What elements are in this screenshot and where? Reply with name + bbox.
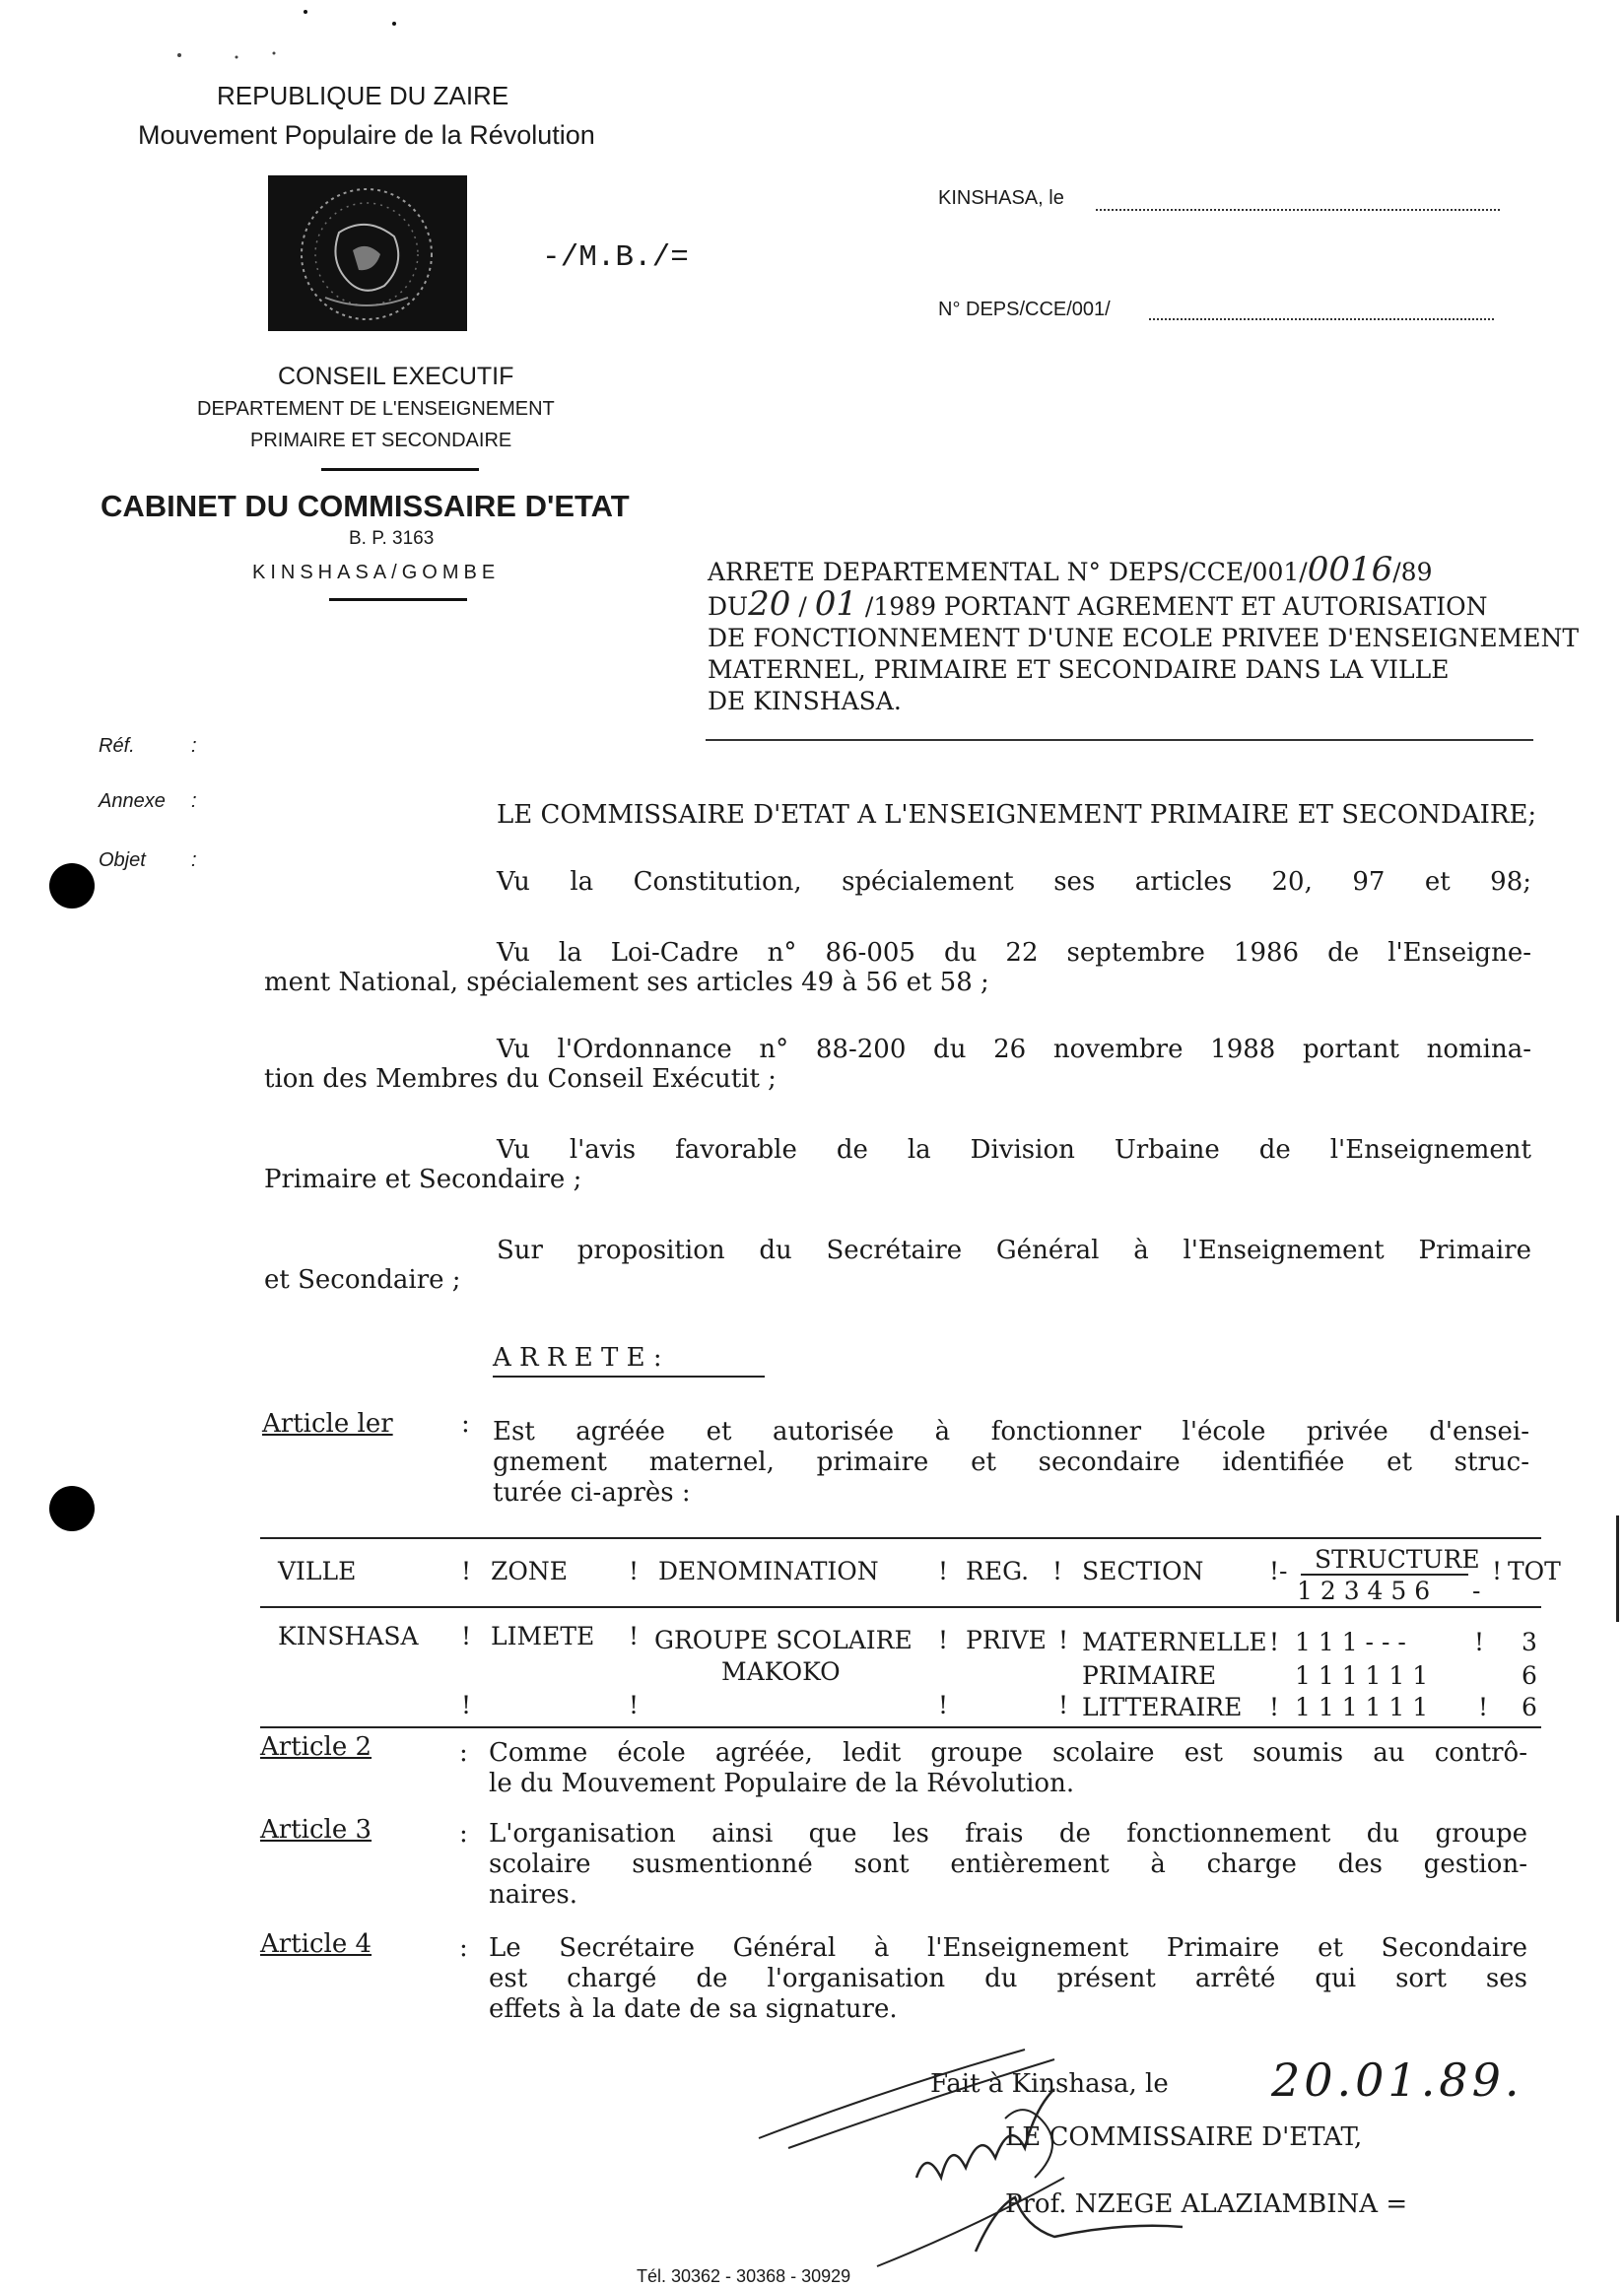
cell-tot-litteraire: 6	[1522, 1693, 1537, 1721]
cell-zone: LIMETE	[491, 1622, 595, 1650]
article-4-colon: :	[459, 1933, 468, 1963]
vu-loi-line-1: Vu la Loi-Cadre n° 86-005 du 22 septembre 1986 de l'Enseigne-	[497, 938, 1531, 968]
handwritten-signature	[729, 2030, 1380, 2276]
article-1-colon: :	[461, 1409, 470, 1439]
conseil-executif: CONSEIL EXECUTIF	[278, 363, 514, 390]
title-line2-pre: DU	[708, 592, 749, 621]
ref-colon: :	[191, 735, 197, 757]
article-2-label: Article 2	[260, 1732, 372, 1762]
article-3-line-3: naires.	[489, 1880, 577, 1910]
article-1-line-3: turée ci-après :	[493, 1478, 691, 1508]
header-denomination: DENOMINATION	[658, 1557, 879, 1585]
title-line1-post: /89	[1392, 558, 1433, 586]
cell-structure-litteraire: 1 1 1 1 1 1	[1295, 1693, 1429, 1721]
header-reg: REG.	[966, 1557, 1030, 1585]
cell-section-primaire: PRIMAIRE	[1082, 1661, 1217, 1690]
title-line3: DE FONCTIONNEMENT D'UNE ECOLE PRIVEE D'ENSEIGNEMENT	[708, 624, 1580, 652]
vu-ordonnance-line-1: Vu l'Ordonnance n° 88-200 du 26 novembre 1988 portant nomina-	[497, 1035, 1531, 1064]
column-separator: !	[1052, 1557, 1063, 1585]
cell-ville: KINSHASA	[278, 1622, 419, 1650]
signature-date-handwritten: 20.01.89.	[1271, 2053, 1523, 2107]
signatory-name: Prof. NZEGE ALAZIAMBINA =	[1005, 2189, 1408, 2219]
article-3-label: Article 3	[260, 1815, 372, 1845]
cell-structure-primaire: 1 1 1 1 1 1	[1295, 1661, 1429, 1690]
column-separator: !	[629, 1622, 640, 1650]
column-separator: !	[938, 1557, 949, 1585]
column-separator: !-	[1269, 1557, 1288, 1585]
header-tot: TOT	[1508, 1557, 1561, 1585]
republic-name: REPUBLIQUE DU ZAIRE	[217, 81, 509, 110]
sur-proposition-line-2: et Secondaire ;	[264, 1265, 461, 1295]
column-separator: !	[1058, 1691, 1069, 1719]
fait-a-kinshasa: Fait à Kinshasa, le	[930, 2069, 1169, 2099]
punch-hole	[49, 863, 95, 908]
header-ville: VILLE	[278, 1557, 357, 1585]
cell-tot-primaire: 6	[1522, 1661, 1537, 1690]
decree-number-handwritten: 0016	[1307, 550, 1393, 589]
column-separator: !	[1474, 1628, 1485, 1656]
ref-label: Réf.	[99, 735, 135, 757]
title-rule	[706, 739, 1533, 741]
cell-denomination-1: GROUPE SCOLAIRE	[654, 1626, 913, 1654]
header-structure: STRUCTURE	[1315, 1545, 1480, 1574]
scan-edge-mark	[1616, 1515, 1619, 1622]
reference-number-label: N° DEPS/CCE/001/	[938, 299, 1111, 320]
objet-label: Objet	[99, 849, 146, 871]
vu-constitution: Vu la Constitution, spécialement ses articles 20, 97 et 98;	[497, 867, 1531, 897]
arrete-heading: A R R E T E :	[493, 1343, 662, 1373]
article-4-line-2: est chargé de l'organisation du présent arrêté qui sort ses	[489, 1964, 1527, 1993]
reference-dotted-line	[1149, 318, 1494, 320]
cell-section-maternelle: MATERNELLE	[1082, 1628, 1267, 1656]
column-separator: !	[461, 1691, 472, 1719]
telephone-footer: Tél. 30362 - 30368 - 30929	[637, 2266, 851, 2286]
structure-underline	[1301, 1574, 1468, 1576]
annexe-colon: :	[191, 790, 197, 812]
column-separator: !	[461, 1622, 472, 1650]
header-structure-digits: 1 2 3 4 5 6	[1297, 1577, 1431, 1605]
place-date-label: KINSHASA, le	[938, 187, 1064, 209]
signatory-role: LE COMMISSAIRE D'ETAT,	[1005, 2122, 1363, 2152]
table-header-rule	[260, 1606, 1541, 1608]
date-dotted-line	[1096, 209, 1500, 211]
column-separator: !	[1269, 1693, 1280, 1721]
decree-title	[708, 550, 1580, 717]
commissaire-heading: LE COMMISSAIRE D'ETAT A L'ENSEIGNEMENT PRIMAIRE ET SECONDAIRE;	[497, 800, 1537, 830]
column-separator: !	[1478, 1693, 1489, 1721]
national-emblem-image	[268, 175, 467, 331]
column-separator: -	[1472, 1577, 1481, 1605]
article-1-line-2: gnement maternel, primaire et secondaire identifiée et struc-	[493, 1447, 1529, 1477]
objet-colon: :	[191, 849, 197, 871]
cell-reg: PRIVE	[966, 1626, 1047, 1654]
postal-box: B. P. 3163	[349, 528, 435, 549]
article-3-line-2: scolaire susmentionné sont entièrement à charge des gestion-	[489, 1850, 1527, 1879]
table-top-rule	[260, 1537, 1541, 1539]
article-2-line-2: le du Mouvement Populaire de la Révolution.	[489, 1769, 1075, 1798]
column-separator: !	[938, 1691, 949, 1719]
column-separator: !	[629, 1557, 640, 1585]
column-separator: !	[1269, 1628, 1280, 1656]
vu-loi-line-2: ment National, spécialement ses articles 49 à 56 et 58 ;	[264, 968, 989, 997]
header-zone: ZONE	[491, 1557, 568, 1585]
article-3-line-1: L'organisation ainsi que les frais de fonctionnement du groupe	[489, 1819, 1527, 1849]
vu-avis-line-1: Vu l'avis favorable de la Division Urbaine de l'Enseignement	[497, 1135, 1531, 1165]
scan-speckles	[158, 0, 434, 69]
emblem-icon	[268, 175, 467, 331]
punch-hole	[49, 1486, 95, 1531]
article-3-colon: :	[459, 1819, 468, 1849]
article-1-line-1: Est agréée et autorisée à fonctionner l'école privée d'ensei-	[493, 1417, 1529, 1447]
article-4-label: Article 4	[260, 1929, 372, 1959]
decree-month-handwritten: 01	[814, 584, 857, 624]
title-line2-post: /1989 PORTANT AGREMENT ET AUTORISATION	[856, 592, 1488, 621]
mb-reference: -/M.B./=	[542, 240, 689, 275]
cell-denomination-2: MAKOKO	[721, 1657, 841, 1686]
address: KINSHASA/GOMBE	[252, 562, 501, 583]
cell-tot-maternelle: 3	[1522, 1628, 1537, 1656]
table-bottom-rule	[260, 1726, 1541, 1728]
sur-proposition-line-1: Sur proposition du Secrétaire Général à l'Enseignement Primaire	[497, 1236, 1531, 1265]
movement-name: Mouvement Populaire de la Révolution	[138, 120, 595, 150]
article-1-label: Article ler	[262, 1409, 393, 1439]
department-line-1: DEPARTEMENT DE L'ENSEIGNEMENT	[197, 398, 555, 420]
header-section: SECTION	[1082, 1557, 1204, 1585]
cell-section-litteraire: LITTERAIRE	[1082, 1693, 1243, 1721]
column-separator: !	[1058, 1626, 1069, 1654]
vu-ordonnance-line-2: tion des Membres du Conseil Exécutit ;	[264, 1064, 777, 1094]
article-4-line-1: Le Secrétaire Général à l'Enseignement Primaire et Secondaire	[489, 1933, 1527, 1963]
title-line2-sep: /	[790, 592, 815, 621]
cell-structure-maternelle: 1 1 1 - - -	[1295, 1628, 1406, 1656]
column-separator: !	[1492, 1557, 1503, 1585]
article-2-colon: :	[459, 1738, 468, 1768]
address-rule	[329, 598, 467, 601]
header-rule	[321, 468, 479, 471]
article-2-line-1: Comme école agréée, ledit groupe scolaire est soumis au contrô-	[489, 1738, 1527, 1768]
column-separator: !	[461, 1557, 472, 1585]
vu-avis-line-2: Primaire et Secondaire ;	[264, 1165, 582, 1194]
arrete-underline	[493, 1376, 765, 1378]
article-4-line-3: effets à la date de sa signature.	[489, 1994, 898, 2024]
column-separator: !	[938, 1626, 949, 1654]
title-line5: DE KINSHASA.	[708, 687, 902, 715]
decree-day-handwritten: 20	[748, 584, 791, 624]
title-line4: MATERNEL, PRIMAIRE ET SECONDAIRE DANS LA VILLE	[708, 655, 1450, 684]
cabinet-title: CABINET DU COMMISSAIRE D'ETAT	[101, 489, 630, 523]
department-line-2: PRIMAIRE ET SECONDAIRE	[250, 430, 512, 451]
column-separator: !	[629, 1691, 640, 1719]
title-line1-pre: ARRETE DEPARTEMENTAL N° DEPS/CCE/001/	[708, 558, 1308, 586]
annexe-label: Annexe	[99, 790, 166, 812]
